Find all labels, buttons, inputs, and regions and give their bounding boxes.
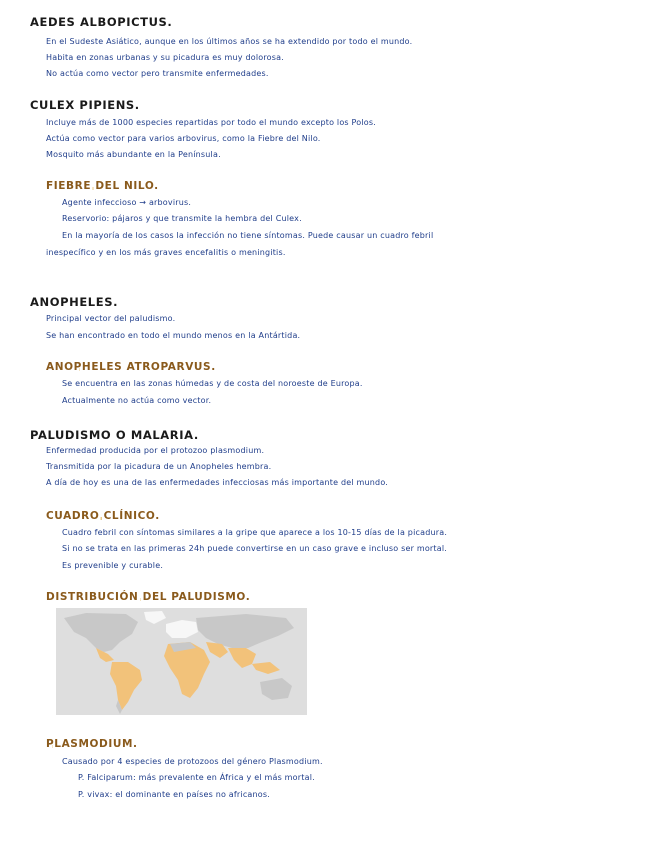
world-map-graphic <box>56 608 307 715</box>
text-line: Si no se trata en las primeras 24h puede convertirse en un caso grave e incluso ser mortal. <box>62 544 448 553</box>
world-malaria-map <box>56 608 307 715</box>
heading-aedes: AEDES ALBOPICTUS. <box>30 15 173 29</box>
text-line: Principal vector del paludismo. <box>46 314 176 323</box>
text-line: Cuadro febril con síntomas similares a la gripe que aparece a los 10-15 días de la picadura. <box>62 528 448 537</box>
text-line: Actualmente no actúa como vector. <box>62 396 212 405</box>
heading-paludismo: PALUDISMO O MALARIA. <box>30 428 199 442</box>
subheading-cuadro-clinico: CUADRO CLÍNICO. <box>46 510 160 522</box>
subheading-fiebre-nilo: FIEBRE DEL NILO. <box>46 180 159 192</box>
text-line: inespecífico y en los más graves encefalitis o meningitis. <box>46 248 286 257</box>
text-line: En el Sudeste Asiático, aunque en los últimos años se ha extendido por todo el mundo. <box>46 37 413 46</box>
subheading-plasmodium: PLASMODIUM. <box>46 738 138 750</box>
text-line: En la mayoría de los casos la infección no tiene síntomas. Puede causar un cuadro febril <box>62 231 434 240</box>
subheading-distribucion: DISTRIBUCIÓN DEL PALUDISMO. <box>46 591 251 603</box>
text-line: Reservorio: pájaros y que transmite la hembra del Culex. <box>62 214 302 223</box>
text-line: Actúa como vector para varios arbovirus, como la Fiebre del Nilo. <box>46 134 321 143</box>
text-line: Agente infeccioso → arbovirus. <box>62 198 192 207</box>
subheading-atroparvus: ANOPHELES ATROPARVUS. <box>46 361 216 373</box>
text-line: No actúa como vector pero transmite enfermedades. <box>46 69 269 78</box>
text-line: A día de hoy es una de las enfermedades infecciosas más importante del mundo. <box>46 478 389 487</box>
text-line: Causado por 4 especies de protozoos del género Plasmodium. <box>62 757 323 766</box>
text-line: Enfermedad producida por el protozoo plasmodium. <box>46 446 265 455</box>
text-line: Se han encontrado en todo el mundo menos en la Antártida. <box>46 331 301 340</box>
text-line: Se encuentra en las zonas húmedas y de costa del noroeste de Europa. <box>62 379 363 388</box>
heading-anopheles: ANOPHELES. <box>30 295 119 309</box>
text-line: Habita en zonas urbanas y su picadura es muy dolorosa. <box>46 53 284 62</box>
text-line: P. vivax: el dominante en países no africanos. <box>78 790 271 799</box>
heading-culex: CULEX PIPIENS. <box>30 98 140 112</box>
text-line: Es prevenible y curable. <box>62 561 164 570</box>
text-line: P. Falciparum: más prevalente en África y el más mortal. <box>78 773 315 782</box>
text-line: Mosquito más abundante en la Península. <box>46 150 221 159</box>
text-line: Transmitida por la picadura de un Anopheles hembra. <box>46 462 272 471</box>
text-line: Incluye más de 1000 especies repartidas por todo el mundo excepto los Polos. <box>46 118 376 127</box>
